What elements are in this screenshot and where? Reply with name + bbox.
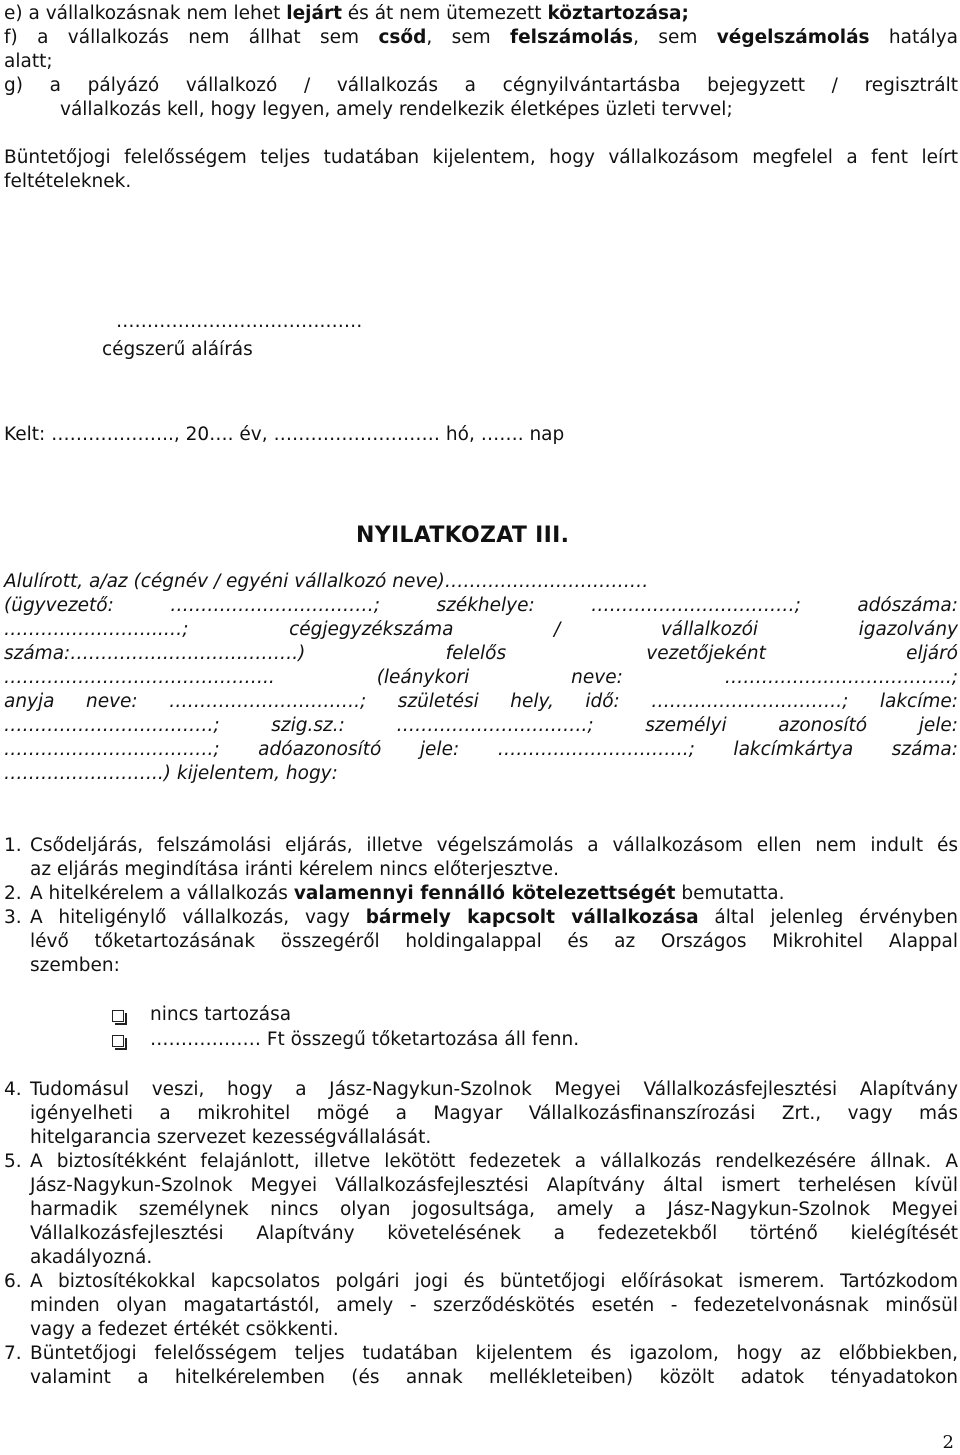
list-item-2: A hitelkérelem a vállalkozás valamennyi fennálló kötelezettségét bemutatta. xyxy=(30,883,785,904)
list-item-number: 3. xyxy=(4,907,22,928)
list-item-number: 5. xyxy=(4,1151,22,1172)
page-title: NYILATKOZAT III. xyxy=(356,523,570,548)
signature-dots: …………………………….…… xyxy=(116,311,363,332)
checkbox-has-debt[interactable] xyxy=(112,1035,124,1047)
list-item-6: A biztosítékokkal kapcsolatos polgári jogi és büntetőjogi előírásokat ismerem. Tartózkodom minden olyan magatartástól, amely - szerződéskötés esetén - fedezetelvonásnak minősül vagy a fedezet értékét csökkenti. xyxy=(30,1271,958,1340)
condition-g-line1: g) a pályázó vállalkozó / vállalkozás a cégnyilvántartásba bejegyzett / regisztrált xyxy=(4,75,958,96)
form-line-2: (ügyvezető: ……………………………; székhelye: ……………………………; adószáma: xyxy=(4,595,958,616)
list-item-7: Büntetőjogi felelősségem teljes tudatában kijelentem és igazolom, hogy az előbbiekben, valamint a hitelkérelemben (és annak mellékleteiben) közölt adatok tényadatokon xyxy=(30,1343,958,1388)
declaration-line1: Büntetőjogi felelősségem teljes tudatában kijelentem, hogy vállalkozásom megfelel a fent leírt xyxy=(4,147,958,168)
page-number: 2 xyxy=(942,1432,954,1453)
form-line-6: anyja neve: ………………………….; születési hely, idő: ………………………….; lakcíme: xyxy=(4,691,958,712)
list-item-number: 4. xyxy=(4,1079,22,1100)
list-item-3: A hiteligénylő vállalkozás, vagy bármely kapcsolt vállalkozása által jelenleg érvényben lévő tőketartozásának összegéről holdingalappal és az Országos Mikrohitel Alappal szemben: xyxy=(30,907,958,976)
date-line: Kelt: ……………….., 20…. év, ……………………… hó, ……. nap xyxy=(4,424,565,445)
list-item-number: 7. xyxy=(4,1343,22,1364)
form-line-9: ……………………..) kijelentem, hogy: xyxy=(4,763,338,784)
list-item-1: Csődeljárás, felszámolási eljárás, illetve végelszámolás a vállalkozásom ellen nem indult és az eljárás megindítása iránti kérelem nincs előterjesztve. xyxy=(30,835,958,880)
list-item-number: 2. xyxy=(4,883,22,904)
signature-label: cégszerű aláírás xyxy=(102,339,253,360)
checkbox-no-debt[interactable] xyxy=(112,1010,124,1022)
form-line-1: Alulírott, a/az (cégnév / egyéni vállalkozó neve)…………………………… xyxy=(4,571,649,592)
list-item-number: 6. xyxy=(4,1271,22,1292)
declaration-line2: feltételeknek. xyxy=(4,171,132,192)
form-line-3: ……………………..…; cégjegyzékszáma / vállalkozói igazolvány xyxy=(4,619,958,640)
condition-e: e) a vállalkozásnak nem lehet lejárt és át nem ütemezett köztartozása; xyxy=(4,3,689,24)
checkbox-no-debt-label: nincs tartozása xyxy=(150,1004,292,1025)
checkbox-has-debt-label: ……………… Ft összegű tőketartozása áll fenn. xyxy=(150,1029,580,1050)
list-item-4: Tudomásul veszi, hogy a Jász-Nagykun-Szolnok Megyei Vállalkozásfejlesztési Alapítvány igényelheti a mikrohitel mögé a Magyar Vállalkozásfinanszírozási Zrt., vagy más hitelgarancia szervezet kezességvállalását. xyxy=(30,1079,958,1148)
condition-g-line2: vállalkozás kell, hogy legyen, amely rendelkezik életképes üzleti tervvel; xyxy=(60,99,733,120)
list-item-number: 1. xyxy=(4,835,22,856)
form-line-4: száma:……………………………….) felelős vezetőjeként eljáró xyxy=(4,643,958,664)
form-line-8: …………………………….; adóazonosító jele: ………………………….; lakcímkártya száma: xyxy=(4,739,958,760)
form-line-7: …………………………….; szig.sz.: ………………………….; személyi azonosító jele: xyxy=(4,715,958,736)
list-item-5: A biztosítékként felajánlott, illetve lekötött fedezetek a vállalkozás rendelkezésére állnak. A Jász-Nagykun-Szolnok Megyei Vállalkozásfejlesztési Alapítvány által ismert terhelésen kívül harmadik személynek nincs olyan jogosultsága, amely a Jász-Nagykun-Szolnok Megyei Vállalkozásfejlesztési Alapítvány követelésének a fedezetekből történő kielégítését akadályozná. xyxy=(30,1151,958,1268)
form-line-5: …………………………………….. (leánykori neve: …………….………………...; xyxy=(4,667,958,688)
condition-f: f) a vállalkozás nem állhat sem csőd, sem felszámolás, sem végelszámolás hatálya xyxy=(4,27,959,48)
condition-f-cont: alatt; xyxy=(4,51,53,72)
